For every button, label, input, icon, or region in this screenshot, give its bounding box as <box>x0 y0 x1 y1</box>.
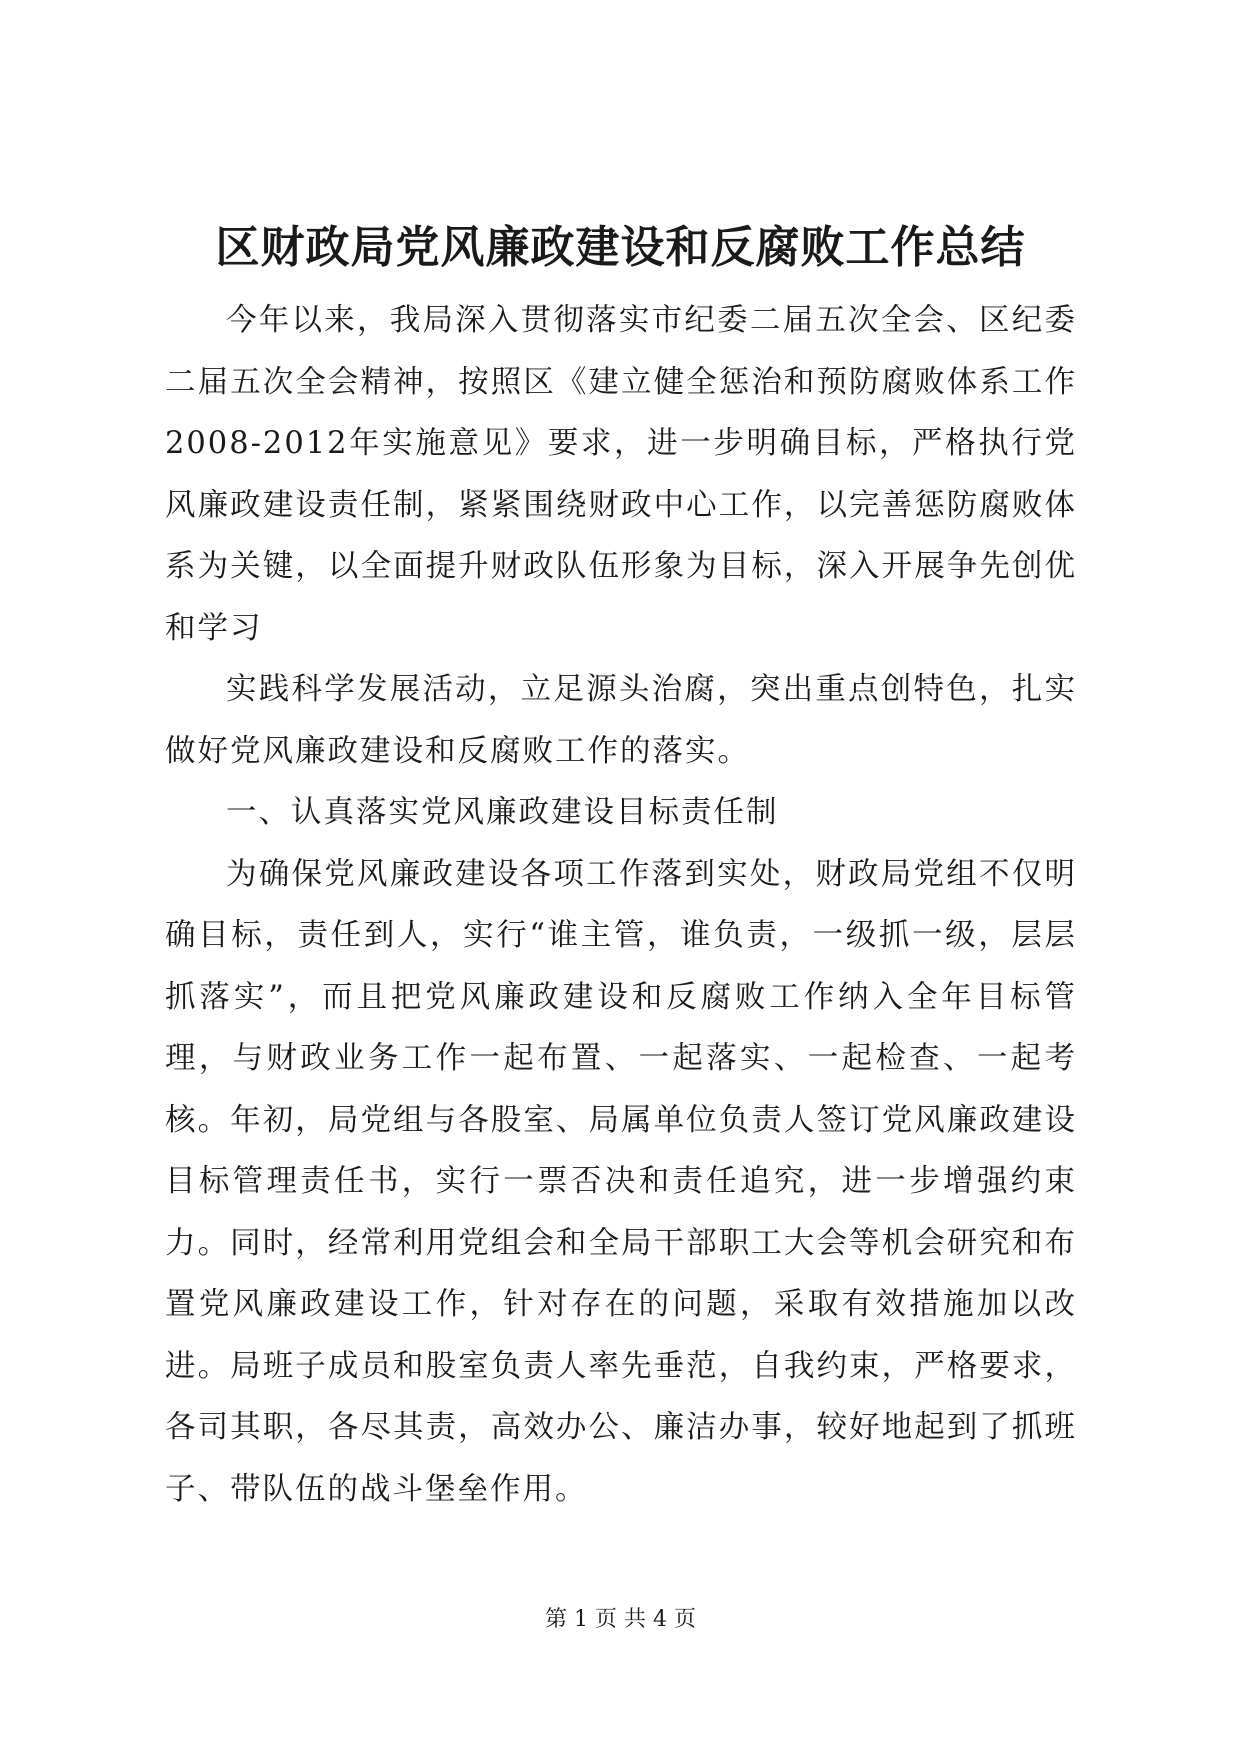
document-title: 区财政局党风廉政建设和反腐败工作总结 <box>215 222 1026 273</box>
document-body <box>165 290 1077 1520</box>
paragraph-intro: 今年以来，我局深入贯彻落实市纪委二届五次全会、区纪委二届五次全会精神，按照区《建立健全惩治和预防腐败体系工作2008-2012年实施意见》要求，进一步明确目标，严格执行党风廉政建设责任制，紧紧围绕财政中心工作，以完善惩防腐败体系为关键，以全面提升财政队伍形象为目标，深入开展争先创优和学习 <box>165 303 1077 646</box>
paragraph-continuation: 实践科学发展活动，立足源头治腐，突出重点创特色，扎实做好党风廉政建设和反腐败工作的落实。 <box>165 672 1077 769</box>
section-heading-1: 一、认真落实党风廉政建设目标责任制 <box>226 795 779 830</box>
page-number: 第 1 页 共 4 页 <box>545 1607 696 1632</box>
paragraph-section-1: 为确保党风廉政建设各项工作落到实处，财政局党组不仅明确目标，责任到人，实行“谁主管，谁负责，一级抓一级，层层抓落实”，而且把党风廉政建设和反腐败工作纳入全年目标管理，与财政业务工作一起布置、一起落实、一起检查、一起考核。年初，局党组与各股室、局属单位负责人签订党风廉政建设目标管理责任书，实行一票否决和责任追究，进一步增强约束力。同时，经常利用党组会和全局干部职工大会等机会研究和布置党风廉政建设工作，针对存在的问题，采取有效措施加以改进。局班子成员和股室负责人率先垂范，自我约束，严格要求，各司其职，各尽其责，高效办公、廉洁办事，较好地起到了抓班子、带队伍的战斗堡垒作用。 <box>165 856 1077 1507</box>
